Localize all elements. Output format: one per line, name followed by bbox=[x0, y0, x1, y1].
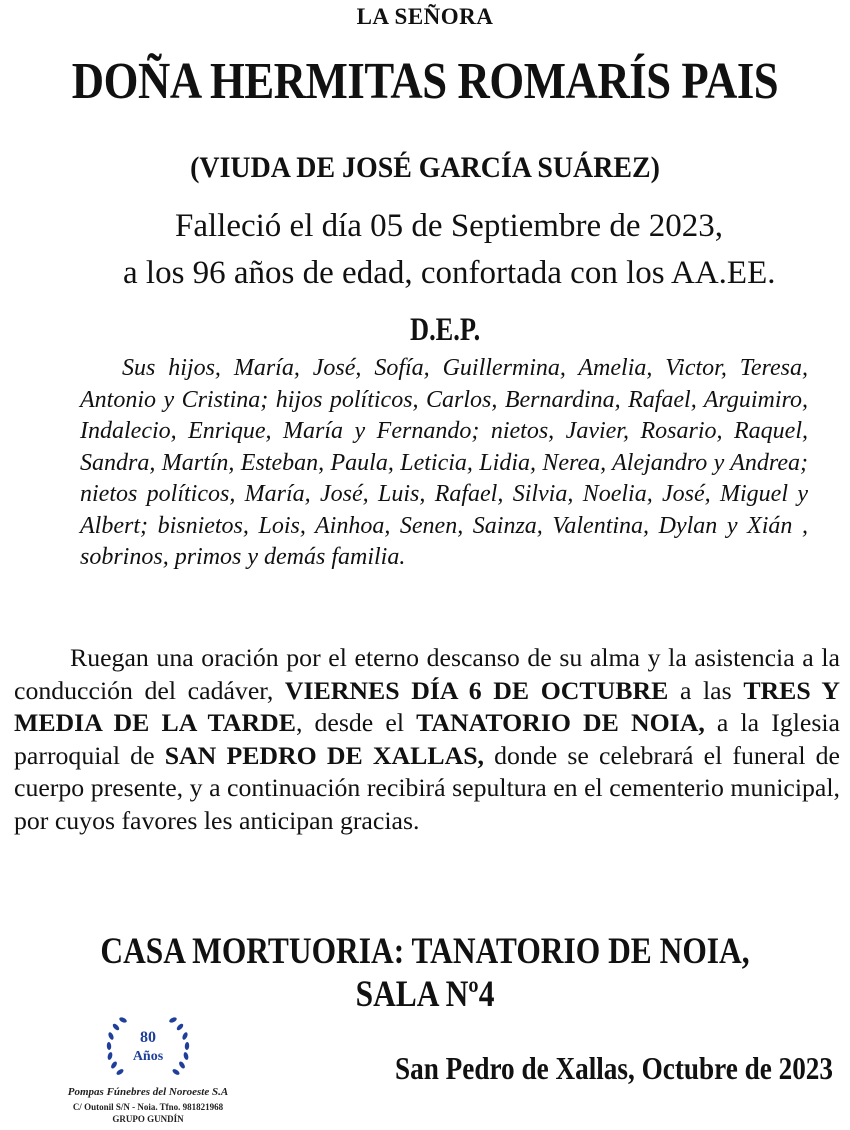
ceremony-date: VIERNES DÍA 6 DE OCTUBRE bbox=[284, 675, 669, 705]
company-address: C/ Outonil S/N - Noia. Tfno. 981821968 bbox=[72, 1102, 224, 1112]
ceremony-time: TRES Y MEDIA DE LA TARDE bbox=[14, 675, 841, 738]
preheading: LA SEÑORA bbox=[356, 4, 494, 29]
ceremony-origin: TANATORIO DE NOIA, bbox=[416, 708, 705, 738]
ceremony-church: SAN PEDRO DE XALLAS, bbox=[164, 740, 484, 770]
company-group: GRUPO GUNDÍN bbox=[112, 1114, 184, 1124]
casa-mortuoria: CASA MORTUORIA: TANATORIO DE NOIA, SALA Nº4 bbox=[100, 931, 750, 1015]
deceased-name: DOÑA HERMITAS ROMARÍS PAIS bbox=[71, 53, 779, 110]
closing-place-date: San Pedro de Xallas, Octubre de 2023 bbox=[395, 1050, 833, 1086]
family-list: Sus hijos, María, José, Sofía, Guillermina, Amelia, Victor, Teresa, Antonio y Cristina; hijos políticos, Carlos, Bernardina, Rafael, Arguimiro, Indalecio, Enrique, María y Fernando; nietos, Javier, Rosario, Raquel, Sandra, Martín, Esteban, Paula, Leticia, Lidia, Nerea, Alejandro y Andrea; nietos políticos, María, José, Luis, Rafael, Silvia, Noelia, José, Miguel y Albert; bisnietos, Lois, Ainhoa, Senen, Sainza, Valentina, Dylan y Xián , sobrinos, primos y demás familia. bbox=[80, 355, 808, 570]
company-name: Pompas Fúnebres del Noroeste S.A bbox=[67, 1086, 229, 1098]
ceremony-text: , desde el bbox=[295, 708, 417, 738]
badge-number: 80 bbox=[140, 1029, 156, 1046]
ceremony-text: a las bbox=[668, 675, 744, 705]
ceremony-text: donde se celebrará el funeral de cuerpo presente, y a continuación recibirá sepultura en el cementerio municipal, por cuyos favores les anticipan gracias. bbox=[14, 740, 840, 835]
laurel-wreath-icon bbox=[100, 1010, 196, 1082]
death-date-line: Falleció el día 05 de Septiembre de 2023, bbox=[175, 208, 724, 244]
ceremony-text: a la Iglesia parroquial de bbox=[14, 708, 840, 770]
badge-text: Años bbox=[132, 1049, 164, 1064]
ceremony-text: Ruegan una oración por el eterno descanso de su alma y la asistencia a la conducción del cadáver, bbox=[14, 643, 840, 705]
death-age-line: a los 96 años de edad, confortada con los AA.EE. bbox=[123, 255, 776, 291]
ceremony-paragraph bbox=[14, 642, 840, 838]
company-logo bbox=[28, 1010, 268, 1130]
rip-label: D.E.P. bbox=[410, 312, 481, 348]
widow-of: (VIUDA DE JOSÉ GARCÍA SUÁREZ) bbox=[190, 151, 660, 184]
